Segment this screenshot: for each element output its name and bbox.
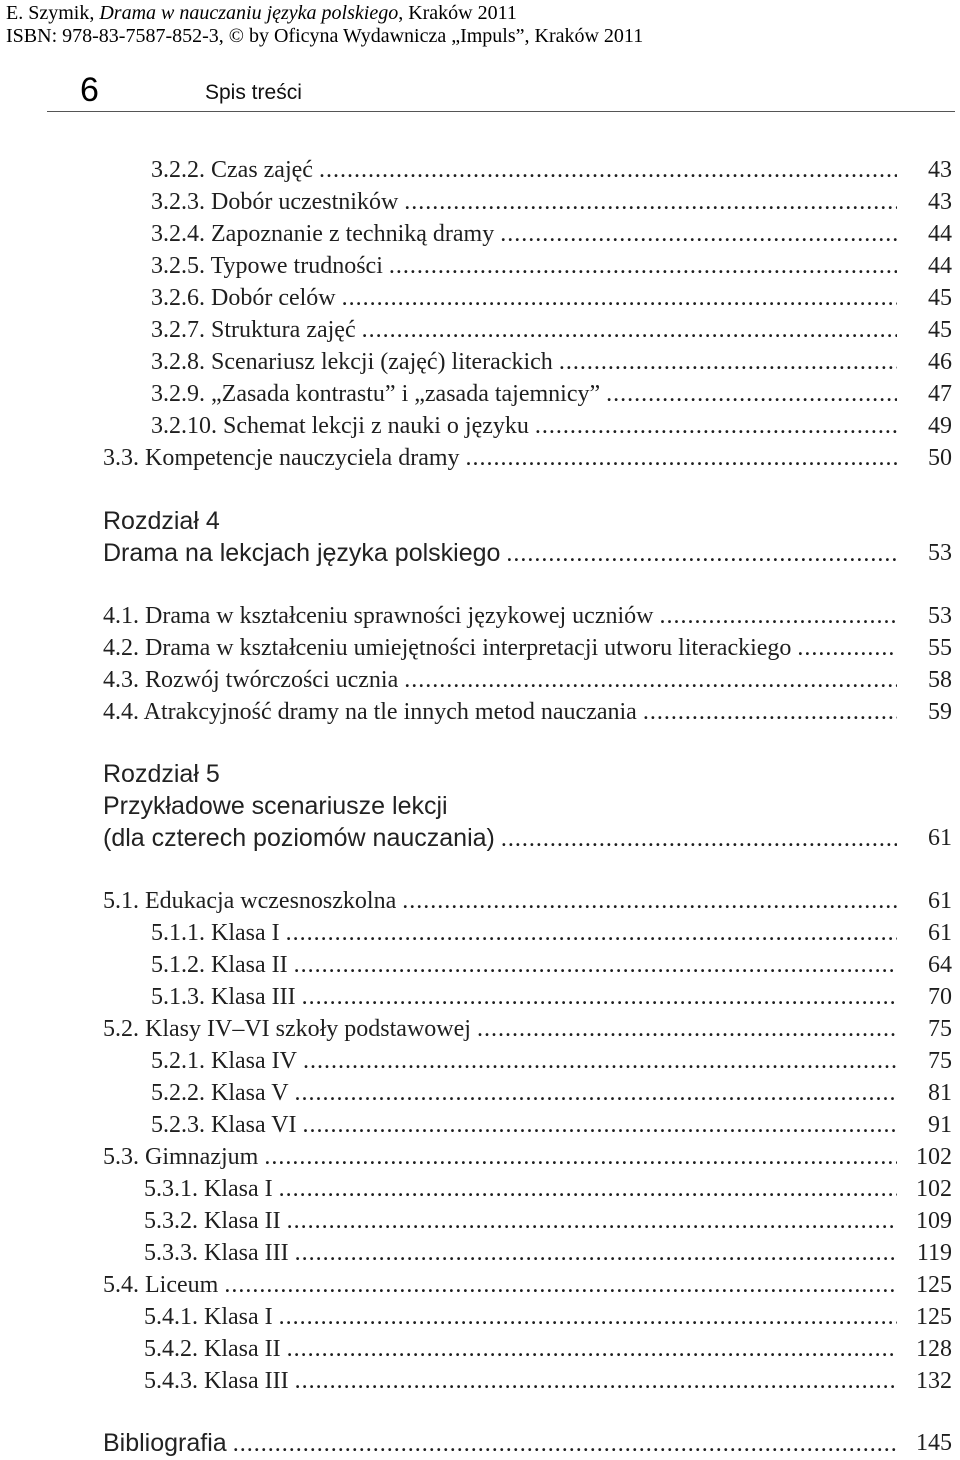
leader-dots — [279, 1173, 897, 1205]
toc-entry-label: 5.1.3. Klasa III — [151, 984, 296, 1010]
leader-dots — [402, 885, 897, 917]
citation-line — [6, 1, 517, 25]
toc-entry-page: 61 — [928, 888, 952, 914]
toc-entry-label: 3.2.3. Dobór uczestników — [151, 189, 399, 215]
toc-entry[interactable] — [103, 1269, 897, 1301]
toc-entry-label: 3.2.8. Scenariusz lekcji (zajęć) literackich — [151, 349, 553, 375]
isbn-line: ISBN: 978-83-7587-852-3, © by Oficyna Wydawnicza „Impuls”, Kraków 2011 — [6, 25, 644, 47]
toc-entry-page: 43 — [928, 189, 952, 215]
leader-dots — [224, 1269, 897, 1301]
chapter-5-page: 61 — [928, 825, 952, 851]
leader-dots — [389, 250, 897, 282]
leader-dots — [294, 949, 897, 981]
toc-entry-label: 3.2.2. Czas zajęć — [151, 157, 313, 183]
chapter-4-heading: Rozdział 4 — [103, 507, 220, 535]
leader-dots — [643, 696, 897, 728]
toc-entry[interactable] — [103, 885, 897, 917]
leader-dots — [501, 823, 897, 855]
leader-dots — [279, 1301, 897, 1333]
leader-dots — [559, 346, 897, 378]
toc-entry-page: 128 — [916, 1336, 952, 1362]
leader-dots — [287, 1205, 897, 1237]
toc-entry-page: 44 — [928, 253, 952, 279]
toc-entry[interactable] — [151, 1109, 897, 1141]
toc-entry[interactable] — [151, 378, 897, 410]
leader-dots — [295, 1365, 897, 1397]
toc-entry-label: 5.3. Gimnazjum — [103, 1144, 259, 1170]
toc-entry-label: 5.3.1. Klasa I — [144, 1176, 273, 1202]
toc-entry[interactable] — [144, 1365, 897, 1397]
toc-entry-label: 4.4. Atrakcyjność dramy na tle innych metod nauczania — [103, 699, 637, 725]
toc-entry[interactable] — [103, 696, 897, 728]
chapter-5-title-line2: (dla czterech poziomów nauczania) — [103, 824, 495, 852]
toc-entry-label: 5.4.2. Klasa II — [144, 1336, 281, 1362]
chapter-5-heading: Rozdział 5 — [103, 760, 220, 788]
leader-dots — [477, 1013, 897, 1045]
running-header-title: Spis treści — [205, 81, 302, 104]
leader-dots — [319, 154, 897, 186]
leader-dots — [303, 1109, 897, 1141]
toc-entry[interactable] — [151, 981, 897, 1013]
toc-entry[interactable] — [103, 442, 897, 474]
toc-entry[interactable] — [151, 410, 897, 442]
toc-entry-label: 4.1. Drama w kształceniu sprawności językowej uczniów — [103, 603, 654, 629]
toc-entry-label: 3.3. Kompetencje nauczyciela dramy — [103, 445, 460, 471]
toc-entry-label: 5.4.1. Klasa I — [144, 1304, 273, 1330]
leader-dots — [506, 538, 897, 570]
toc-entry-page: 75 — [928, 1016, 952, 1042]
toc-entry[interactable] — [144, 1173, 897, 1205]
leader-dots — [362, 314, 897, 346]
toc-entry-page: 55 — [928, 635, 952, 661]
toc-entry[interactable] — [151, 1045, 897, 1077]
leader-dots — [660, 600, 898, 632]
toc-entry[interactable] — [144, 1237, 897, 1269]
toc-entry[interactable] — [151, 1077, 897, 1109]
chapter-4-title-entry[interactable] — [103, 537, 897, 569]
toc-entry-page: 61 — [928, 920, 952, 946]
leader-dots — [264, 1141, 897, 1173]
toc-entry[interactable] — [151, 346, 897, 378]
toc-entry-page: 44 — [928, 221, 952, 247]
bibliography-entry[interactable] — [103, 1427, 897, 1459]
bibliography-label: Bibliografia — [103, 1429, 227, 1457]
toc-entry[interactable] — [151, 250, 897, 282]
toc-entry-page: 43 — [928, 157, 952, 183]
toc-entry-page: 81 — [928, 1080, 952, 1106]
toc-entry-page: 119 — [916, 1240, 952, 1266]
leader-dots — [302, 981, 897, 1013]
toc-entry[interactable] — [103, 632, 897, 664]
leader-dots — [233, 1428, 897, 1460]
toc-entry-page: 50 — [928, 445, 952, 471]
toc-entry[interactable] — [103, 600, 897, 632]
leader-dots — [287, 1333, 897, 1365]
leader-dots — [295, 1237, 897, 1269]
header-rule — [47, 111, 955, 112]
toc-entry-label: 5.2. Klasy IV–VI szkoły podstawowej — [103, 1016, 471, 1042]
toc-entry-label: 4.2. Drama w kształceniu umiejętności interpretacji utworu literackiego — [103, 635, 792, 661]
toc-entry-label: 3.2.5. Typowe trudności — [151, 253, 383, 279]
toc-entry-label: 5.4. Liceum — [103, 1272, 219, 1298]
leader-dots — [286, 917, 897, 949]
citation-author: E. Szymik, — [6, 2, 100, 24]
toc-entry-page: 53 — [928, 603, 952, 629]
chapter-4-title: Drama na lekcjach języka polskiego — [103, 539, 501, 567]
toc-entry[interactable] — [103, 1013, 897, 1045]
leader-dots — [404, 186, 897, 218]
toc-entry-label: 5.2.1. Klasa IV — [151, 1048, 297, 1074]
toc-entry-page: 64 — [928, 952, 952, 978]
leader-dots — [535, 410, 897, 442]
toc-entry-page: 58 — [928, 667, 952, 693]
toc-entry-page: 45 — [928, 317, 952, 343]
leader-dots — [295, 1077, 897, 1109]
toc-entry[interactable] — [151, 218, 897, 250]
chapter-5-title-entry[interactable] — [103, 822, 897, 854]
leader-dots — [797, 632, 897, 664]
toc-entry-label: 5.4.3. Klasa III — [144, 1368, 289, 1394]
leader-dots — [303, 1045, 897, 1077]
toc-entry-label: 3.2.6. Dobór celów — [151, 285, 336, 311]
toc-entry-label: 5.1. Edukacja wczesnoszkolna — [103, 888, 397, 914]
toc-entry-page: 102 — [916, 1176, 952, 1202]
toc-entry-label: 5.2.3. Klasa VI — [151, 1112, 297, 1138]
leader-dots — [500, 218, 897, 250]
chapter-5-title-line1: Przykładowe scenariusze lekcji — [103, 792, 448, 820]
toc-entry[interactable] — [151, 917, 897, 949]
toc-entry[interactable] — [144, 1301, 897, 1333]
leader-dots — [404, 664, 897, 696]
toc-entry-page: 47 — [928, 381, 952, 407]
toc-entry[interactable] — [151, 314, 897, 346]
toc-entry[interactable] — [144, 1333, 897, 1365]
toc-entry-label: 5.3.2. Klasa II — [144, 1208, 281, 1234]
toc-entry-label: 3.2.9. „Zasada kontrastu” i „zasada tajemnicy” — [151, 381, 601, 407]
toc-entry-page: 46 — [928, 349, 952, 375]
citation-book-title: Drama w nauczaniu języka polskiego — [99, 2, 399, 24]
toc-entry[interactable] — [151, 282, 897, 314]
toc-entry-page: 125 — [916, 1304, 952, 1330]
toc-entry-label: 5.3.3. Klasa III — [144, 1240, 289, 1266]
toc-entry[interactable] — [144, 1205, 897, 1237]
toc-entry[interactable] — [151, 154, 897, 186]
toc-entry[interactable] — [151, 949, 897, 981]
chapter-4-page: 53 — [928, 540, 952, 566]
toc-entry-label: 4.3. Rozwój twórczości ucznia — [103, 667, 399, 693]
toc-entry-page: 70 — [928, 984, 952, 1010]
toc-entry-page: 59 — [928, 699, 952, 725]
toc-entry-label: 3.2.4. Zapoznanie z techniką dramy — [151, 221, 495, 247]
toc-entry-label: 5.1.1. Klasa I — [151, 920, 280, 946]
toc-entry-label: 3.2.7. Struktura zajęć — [151, 317, 356, 343]
bibliography-page: 145 — [916, 1430, 952, 1456]
page-number: 6 — [80, 71, 99, 109]
toc-entry-page: 132 — [916, 1368, 952, 1394]
leader-dots — [342, 282, 897, 314]
toc-entry-label: 5.1.2. Klasa II — [151, 952, 288, 978]
toc-entry[interactable] — [103, 1141, 897, 1173]
toc-entry-label: 5.2.2. Klasa V — [151, 1080, 289, 1106]
toc-entry[interactable] — [151, 186, 897, 218]
toc-entry-page: 125 — [916, 1272, 952, 1298]
toc-entry[interactable] — [103, 664, 897, 696]
toc-entry-page: 75 — [928, 1048, 952, 1074]
citation-place-year: , Kraków 2011 — [398, 2, 517, 24]
toc-entry-page: 109 — [916, 1208, 952, 1234]
toc-entry-page: 102 — [916, 1144, 952, 1170]
toc-entry-page: 91 — [928, 1112, 952, 1138]
toc-entry-label: 3.2.10. Schemat lekcji z nauki o języku — [151, 413, 529, 439]
toc-entry-page: 45 — [928, 285, 952, 311]
toc-entry-page: 49 — [928, 413, 952, 439]
leader-dots — [606, 378, 897, 410]
leader-dots — [466, 442, 897, 474]
